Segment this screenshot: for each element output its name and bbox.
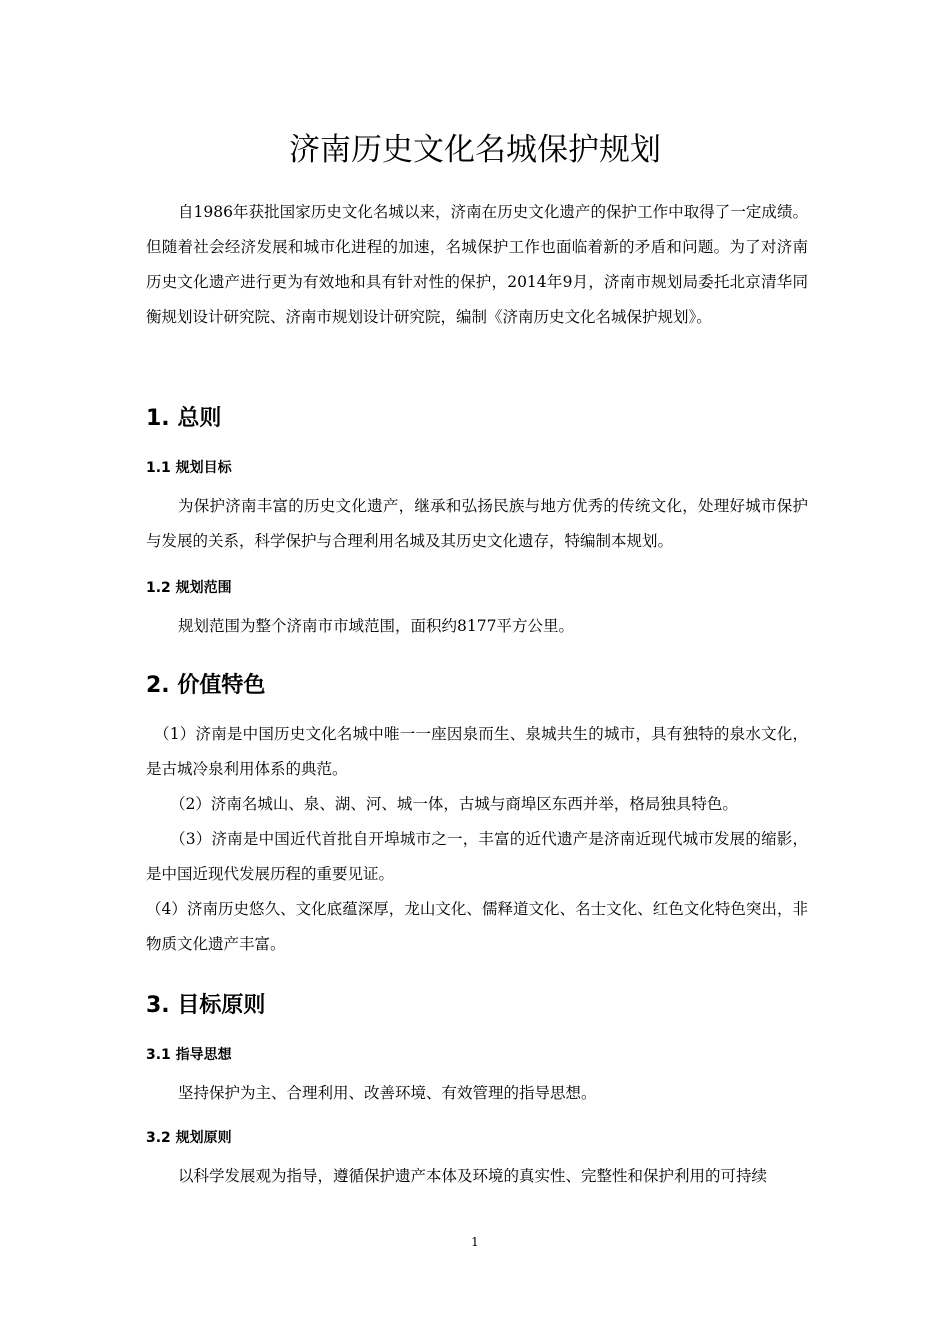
value-item-4: （4）济南历史悠久、文化底蕴深厚，龙山文化、儒释道文化、名士文化、红色文化特色突出，非物质文化遗产丰富。 (146, 900, 808, 953)
section-1-2-text: 规划范围为整个济南市市域范围，面积约8177平方公里。 (178, 617, 574, 635)
section-1-heading: 1. 总则 (146, 406, 222, 431)
section-1-2-heading: 1.2 规划范围 (146, 580, 232, 596)
section-3-1-text: 坚持保护为主、合理利用、改善环境、有效管理的指导思想。 (178, 1084, 597, 1102)
value-item-2: （2）济南名城山、泉、湖、河、城一体，古城与商埠区东西并举，格局独具特色。 (170, 795, 738, 813)
section-1-1-heading: 1.1 规划目标 (146, 460, 232, 476)
section-1-1-text: 为保护济南丰富的历史文化遗产，继承和弘扬民族与地方优秀的传统文化，处理好城市保护与发展的关系，科学保护与合理利用名城及其历史文化遗存，特编制本规划。 (146, 497, 808, 550)
section-3-2-text: 以科学发展观为指导，遵循保护遗产本体及环境的真实性、完整性和保护利用的可持续 (178, 1167, 768, 1185)
value-item-3: （3）济南是中国近代首批自开埠城市之一，丰富的近代遗产是济南近现代城市发展的缩影，是中国近现代发展历程的重要见证。 (146, 830, 808, 883)
section-2-heading: 2. 价值特色 (146, 673, 266, 698)
section-3-heading: 3. 目标原则 (146, 993, 266, 1018)
document-title: 济南历史文化名城保护规划 (289, 132, 661, 168)
section-3-1-heading: 3.1 指导思想 (146, 1047, 232, 1063)
value-item-1: （1）济南是中国历史文化名城中唯一一座因泉而生、泉城共生的城市，具有独特的泉水文化，是古城冷泉利用体系的典范。 (146, 725, 808, 778)
page-number: 1 (471, 1235, 479, 1249)
intro-paragraph: 自1986年获批国家历史文化名城以来，济南在历史文化遗产的保护工作中取得了一定成绩。但随着社会经济发展和城市化进程的加速，名城保护工作也面临着新的矛盾和问题。为了对济南历史文化遗产进行更为有效地和具有针对性的保护，2014年9月，济南市规划局委托北京清华同衡规划设计研究院、济南市规划设计研究院，编制《济南历史文化名城保护规划》。 (146, 203, 808, 326)
section-3-2-heading: 3.2 规划原则 (146, 1130, 232, 1146)
